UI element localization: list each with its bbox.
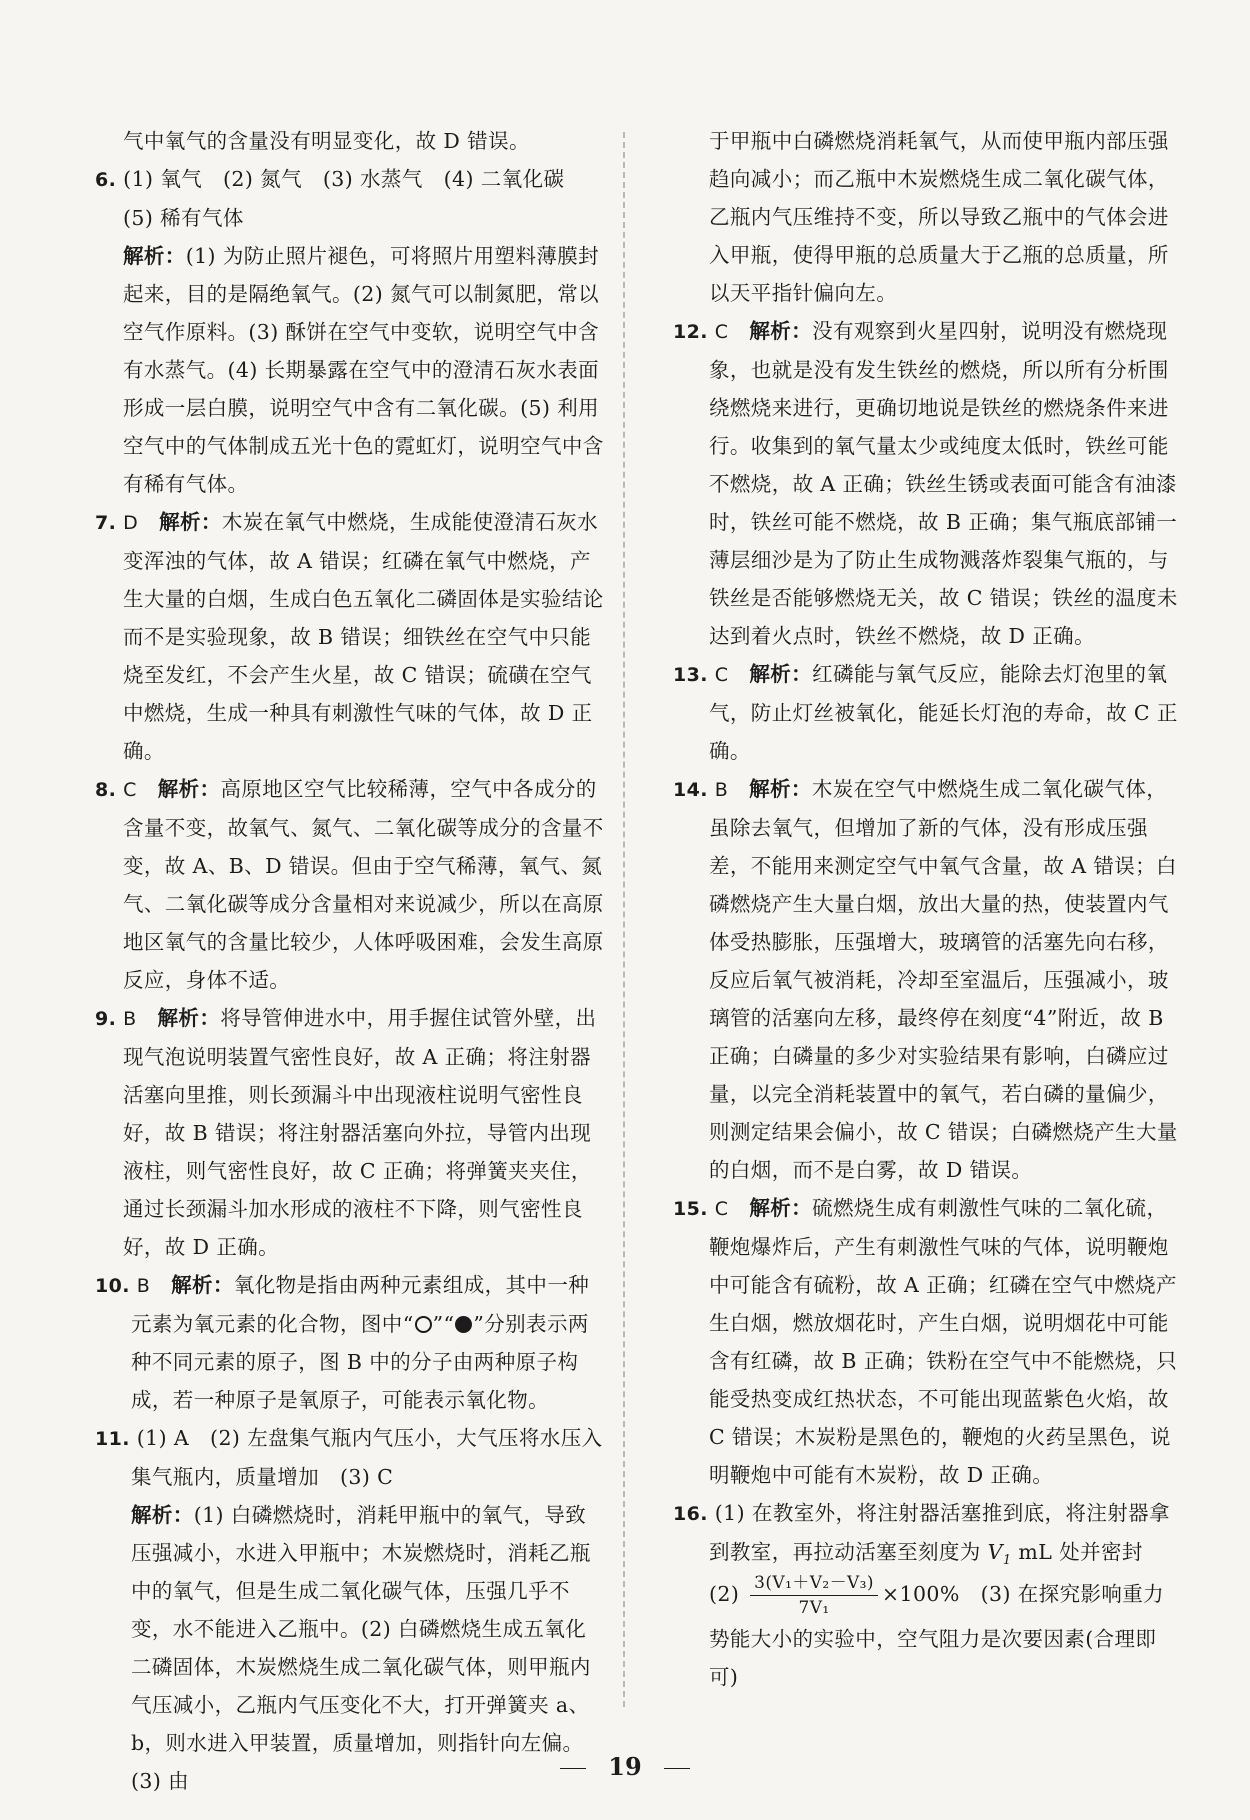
page-number: 19 (0, 1752, 1250, 1781)
left-column (95, 122, 605, 1800)
q7: 7. D 解析：木炭在氧气中燃烧，生成能使澄清石灰水变浑浊的气体，故 A 错误；红磷在氧气中燃烧，产生大量的白烟，生成白色五氧化二磷固体是实验结论而不是实验现象，故 B 错误；细铁丝在空气中只能烧至发红，不会产生火星，故 C 错误；硫磺在空气中燃烧，生成一种具有刺激性气味的气体，故 D 正确。 (95, 510, 604, 763)
q9: 9. B 解析：将导管伸进水中，用手握住试管外壁，出现气泡说明装置气密性良好，故 A 正确；将注射器活塞向里推，则长颈漏斗中出现液柱说明气密性良好，故 B 错误；将注射器活塞向外拉，导管内出现液柱，则气密性良好，故 C 正确；将弹簧夹夹住，通过长颈漏斗加水形成的液柱不下降，则气密性良好，故 D 正确。 (95, 1006, 597, 1259)
column-divider (623, 132, 625, 1707)
filled-circle-atom-icon (455, 1316, 472, 1333)
q11-analysis: 解析：(1) 白磷燃烧时，消耗甲瓶中的氧气，导致压强减小，水进入甲瓶中；木炭燃烧时，消耗乙瓶中的氧气，但是生成二氧化碳气体，压强几乎不变，水不能进入乙瓶中。(2) 白磷燃烧生成五氧化二磷固体，木炭燃烧生成二氧化碳气体，则甲瓶内气压减小，乙瓶内气压变化不大，打开弹簧夹 a、b，则水进入甲装置，质量增加，则指针向左偏。(3) 由 (131, 1503, 591, 1793)
q13: 13. C 解析：红磷能与氧气反应，能除去灯泡里的氧气，防止灯丝被氧化，能延长灯泡的寿命，故 C 正确。 (673, 662, 1178, 763)
q6-answer: 6. (1) 氧气 (2) 氮气 (3) 水蒸气 (4) 二氧化碳 (95, 167, 565, 191)
volume-fraction: $\frac{\text{3(V₁＋V₂－V₃)}}{\text{7V₁}}$ (750, 1571, 878, 1620)
q16-part1: 16. (1) 在教室外，将注射器活塞推到底，将注射器拿到教室，再拉动活塞至刻度为 $V_1$ mL 处并密封 (673, 1501, 1170, 1569)
q8: 8. C 解析：高原地区空气比较稀薄，空气中各成分的含量不变，故氧气、氮气、二氧化碳等成分的含量不变，故 A、B、D 错误。但由于空气稀薄，氧气、氮气、二氧化碳等成分含量相对来说减少，所以在高原地区氧气的含量比较少，人体呼吸困难，会发生高原反应，身体不适。 (95, 777, 604, 992)
right-column (673, 122, 1183, 1696)
q6-answer-cont: (5) 稀有气体 (123, 206, 244, 230)
q11-continuation: 于甲瓶中白磷燃烧消耗氧气，从而使甲瓶内部压强趋向减小；而乙瓶中木炭燃烧生成二氧化碳气体，乙瓶内气压维持不变，所以导致乙瓶中的气体会进入甲瓶，使得甲瓶的总质量大于乙瓶的总质量，所以天平指针偏向左。 (709, 129, 1169, 305)
q11-answer: 11. (1) A (2) 左盘集气瓶内气压小，大气压将水压入集气瓶内，质量增加 (3) C (95, 1426, 603, 1489)
q6-analysis: 解析：(1) 为防止照片褪色，可将照片用塑料薄膜封起来，目的是隔绝氧气。(2) 氮气可以制氮肥，常以空气作原料。(3) 酥饼在空气中变软，说明空气中含有水蒸气。(4) 长期暴露在空气中的澄清石灰水表面形成一层白膜，说明空气中含有二氧化碳。(5) 利用空气中的气体制成五光十色的霓虹灯，说明空气中含有稀有气体。 (123, 244, 604, 496)
q10: 10. B 解析：氧化物是指由两种元素组成，其中一种元素为氧元素的化合物，图中“ ”“ ”分别表示两种不同元素的原子，图 B 中的分子由两种原子构成，若一种原子是氧原子，可能表示氧化物。 (95, 1273, 590, 1412)
q16-part2: (2) $\frac{\text{3(V₁＋V₂－V₃)}}{\text{7V₁}}$ ×100% (3) 在探究影响重力势能大小的实验中，空气阻力是次要因素(合理即可) (709, 1573, 1165, 1689)
hollow-circle-atom-icon (415, 1316, 432, 1333)
q15: 15. C 解析：硫燃烧生成有刺激性气味的二氧化硫，鞭炮爆炸后，产生有刺激性气味的气体，说明鞭炮中可能含有硫粉，故 A 正确；红磷在空气中燃烧产生白烟，燃放烟花时，产生白烟，说明烟花中可能含有红磷，故 B 正确；铁粉在空气中不能燃烧，只能受热变成红热状态，不可能出现蓝紫色火焰，故 C 错误；木炭粉是黑色的，鞭炮的火药呈黑色，说明鞭炮中可能有木炭粉，故 D 正确。 (673, 1196, 1178, 1487)
v1-symbol: $V_1$ (987, 1540, 1012, 1569)
q12: 12. C 解析：没有观察到火星四射，说明没有燃烧现象，也就是没有发生铁丝的燃烧，所以所有分析围绕燃烧来进行，更确切地说是铁丝的燃烧条件来进行。收集到的氧气量太少或纯度太低时，铁丝可能不燃烧，故 A 正确；铁丝生锈或表面可能含有油漆时，铁丝可能不燃烧，故 B 正确；集气瓶底部铺一薄层细沙是为了防止生成物溅落炸裂集气瓶的，与铁丝是否能够燃烧无关，故 C 错误；铁丝的温度未达到着火点时，铁丝不燃烧，故 D 正确。 (673, 319, 1178, 648)
q14: 14. B 解析：木炭在空气中燃烧生成二氧化碳气体，虽除去氧气，但增加了新的气体，没有形成压强差，不能用来测定空气中氧气含量，故 A 错误；白磷燃烧产生大量白烟，放出大量的热，使装置内气体受热膨胀，压强增大，玻璃管的活塞先向右移，反应后氧气被消耗，冷却至室温后，压强减小，玻璃管的活塞向左移，最终停在刻度“4”附近，故 B 正确；白磷量的多少对实验结果有影响，白磷应过量，以完全消耗装置中的氧气，若白磷的量偏少，则测定结果会偏小，故 C 错误；白磷燃烧产生大量的白烟，而不是白雾，故 D 错误。 (673, 777, 1178, 1182)
q5-continuation: 气中氧气的含量没有明显变化，故 D 错误。 (123, 129, 530, 153)
